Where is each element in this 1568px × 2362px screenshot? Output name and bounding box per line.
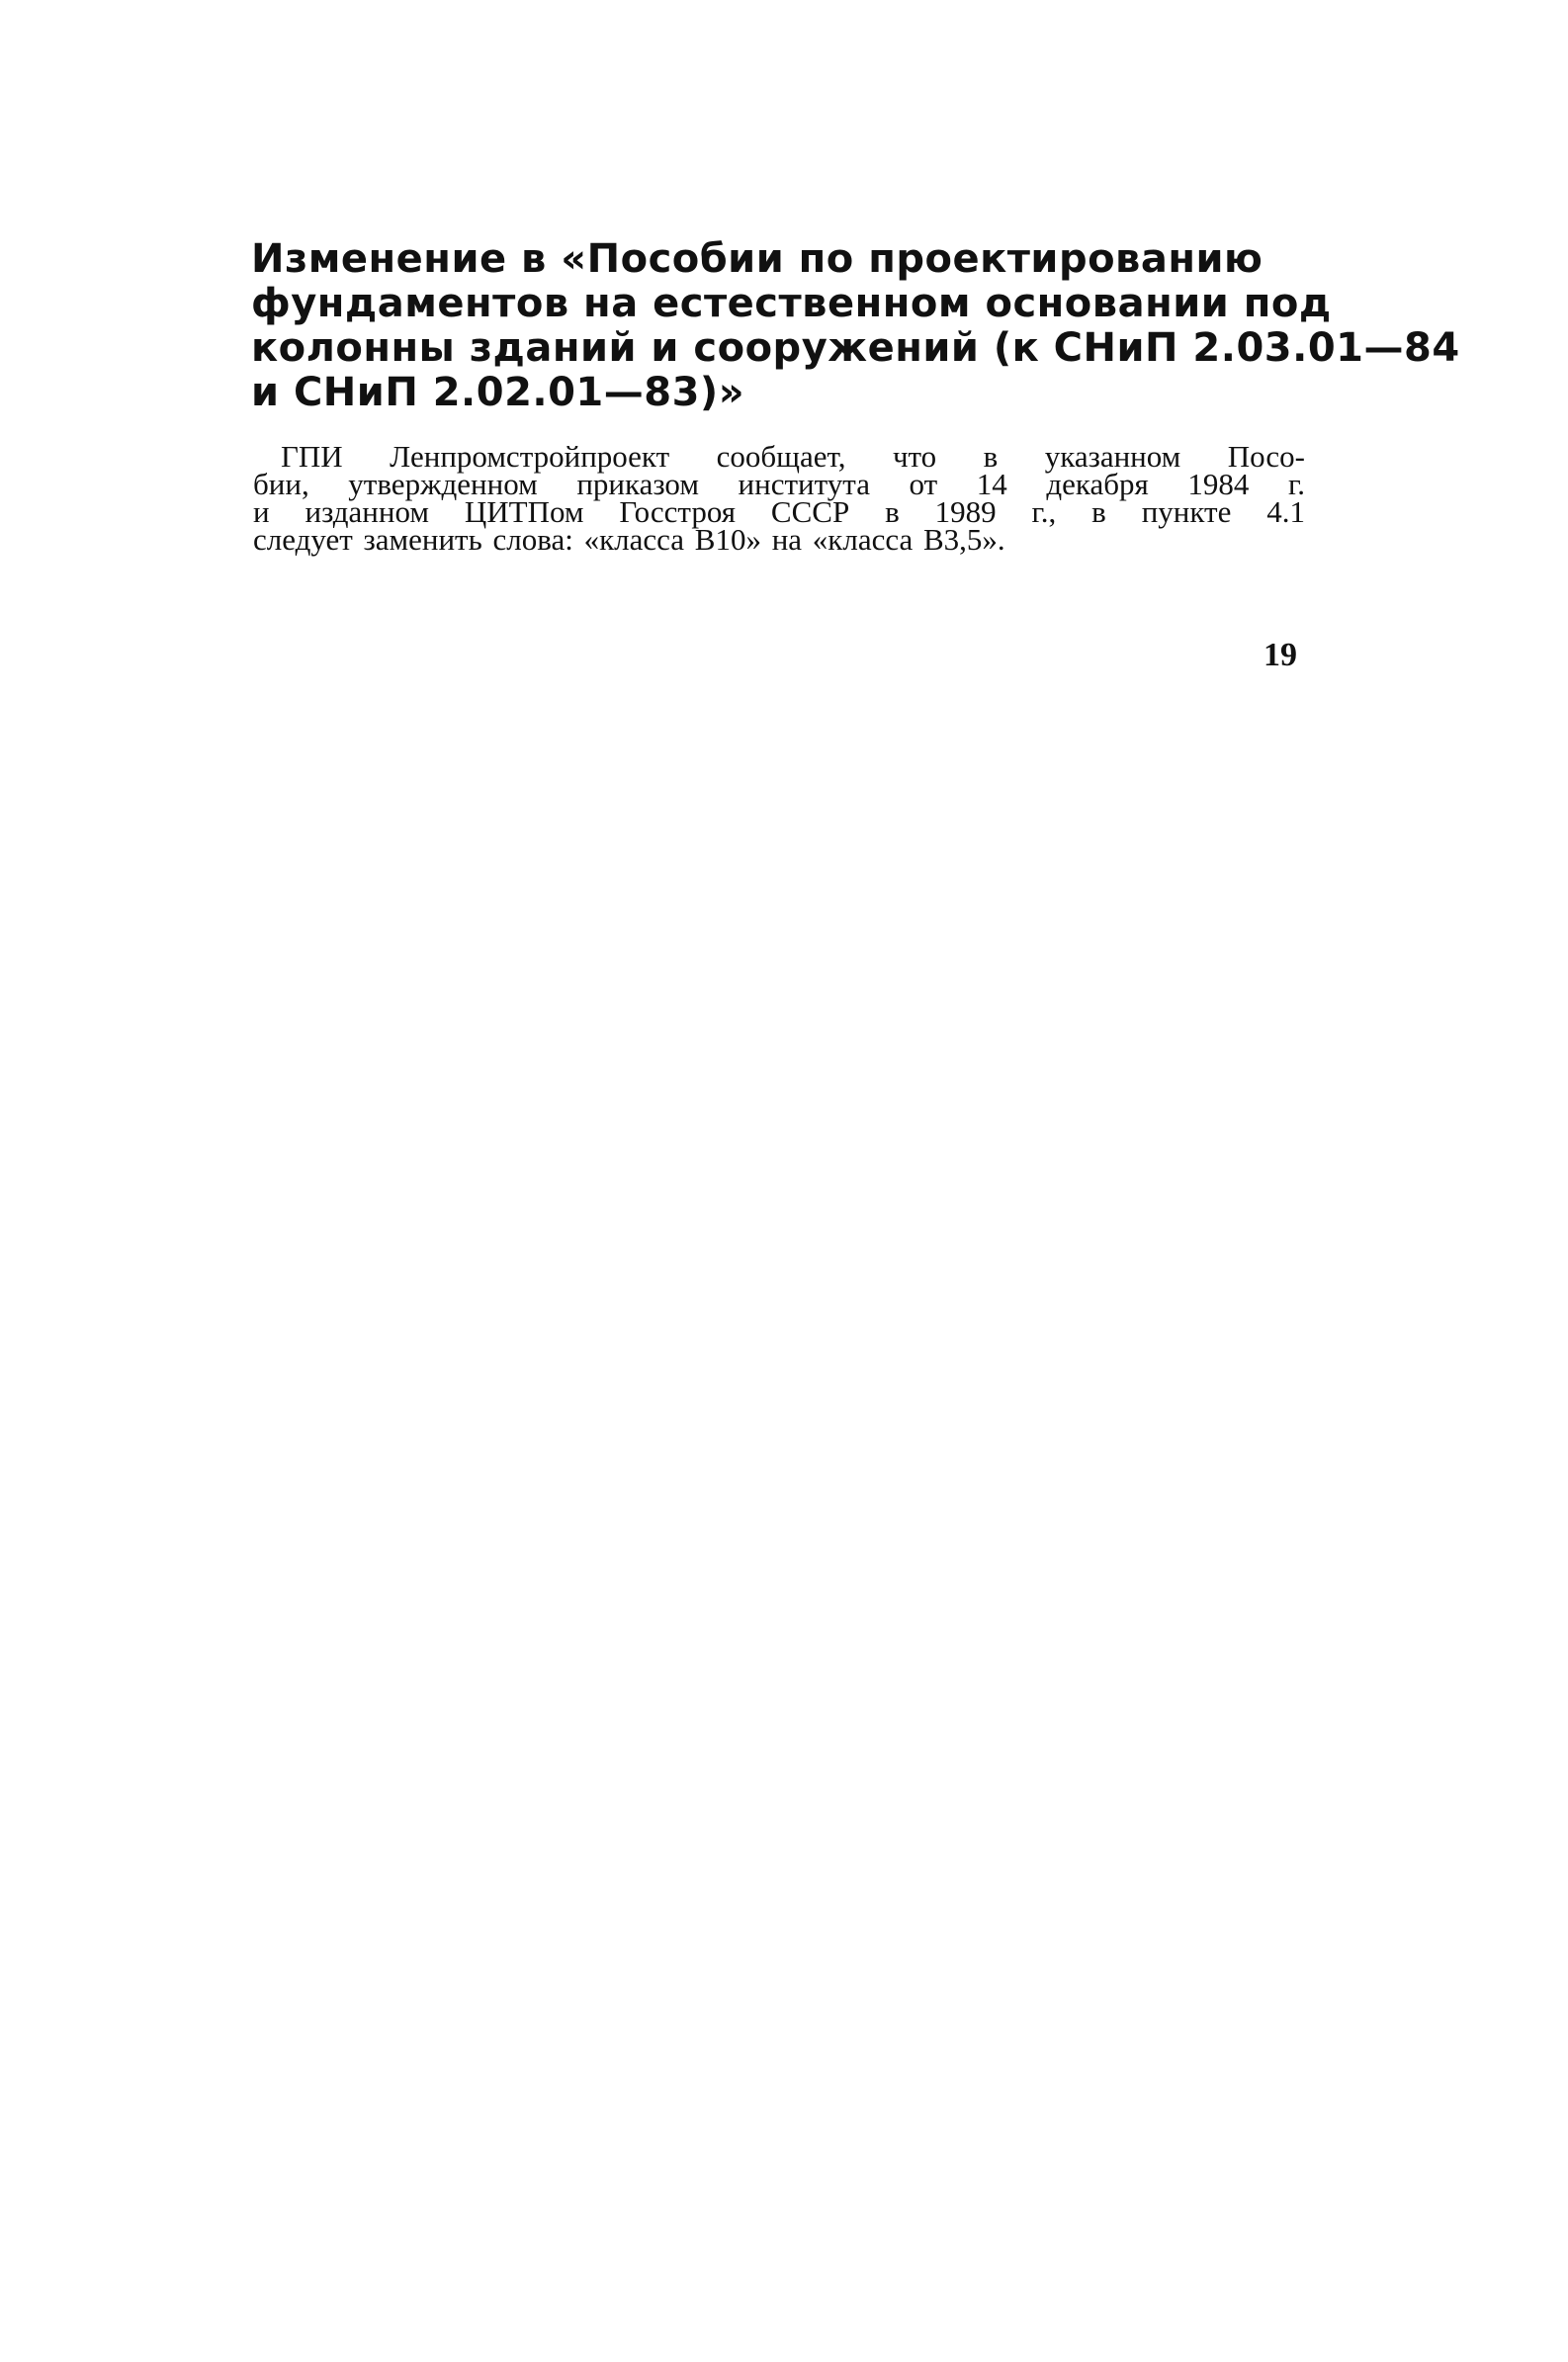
title-line: и СНиП 2.02.01—83)» (251, 370, 745, 415)
title-line: фундаментов на естественном основании под (251, 281, 1332, 326)
body-line: и изданном ЦИТПом Госстроя СССР в 1989 г., в пункте 4.1 (253, 494, 1305, 529)
body-line: бии, утвержденном приказом института от 14 декабря 1984 г. (253, 467, 1305, 501)
title-line: Изменение в «Пособии по проектированию (251, 236, 1263, 282)
body-line: следует заменить слова: «класса В10» на «класса В3,5». (253, 522, 1005, 557)
page-number: 19 (1263, 637, 1297, 673)
body-paragraph (253, 439, 1305, 557)
body-line: ГПИ Ленпромстройпроект сообщает, что в указанном Посо- (281, 439, 1305, 474)
title-line: колонны зданий и сооружений (к СНиП 2.03.01—84 (251, 325, 1460, 371)
document-title (251, 236, 1460, 415)
